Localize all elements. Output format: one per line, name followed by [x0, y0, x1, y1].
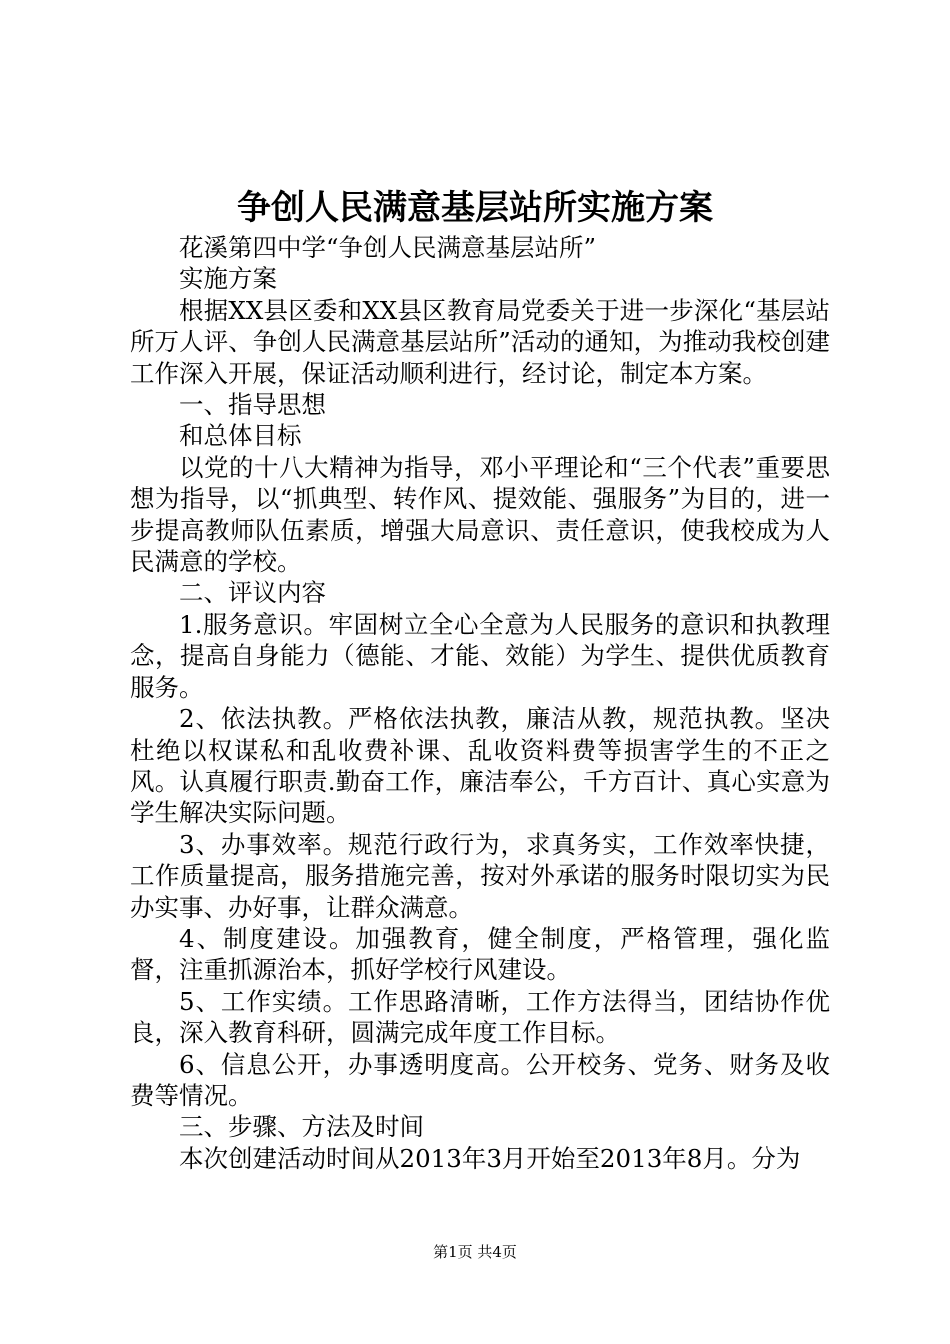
paragraph-intro: 根据XX县区委和XX县区教育局党委关于进一步深化“基层站所万人评、争创人民满意基层站所”活动的通知，为推动我校创建工作深入开展，保证活动顺利进行，经讨论，制定本方案。: [130, 295, 830, 388]
paragraph-item-5: 5、工作实绩。工作思路清晰，工作方法得当，团结协作优良，深入教育科研，圆满完成年度工作目标。: [130, 986, 830, 1048]
document-body: [130, 232, 830, 1174]
paragraph-timeline: 本次创建活动时间从2013年3月开始至2013年8月。分为: [179, 1143, 801, 1173]
section-heading-1: 一、指导思想: [179, 390, 326, 420]
paragraph-item-2: 2、依法执教。严格依法执教，廉洁从教，规范执教。坚决杜绝以权谋私和乱收费补课、乱收资料费等损害学生的不正之风。认真履行职责.勤奋工作，廉洁奉公，千方百计、真心实意为学生解决实际问题。: [130, 704, 830, 828]
section-heading-1-cont: 和总体目标: [179, 421, 302, 451]
page-footer: 第1页 共4页: [433, 1243, 517, 1261]
document-title: 争创人民满意基层站所实施方案: [237, 188, 713, 228]
paragraph-item-4: 4、制度建设。加强教育，健全制度，严格管理，强化监督，注重抓源治本，抓好学校行风建设。: [130, 923, 830, 985]
paragraph-item-3: 3、办事效率。规范行政行为，求真务实，工作效率快捷，工作质量提高，服务措施完善，按对外承诺的服务时限切实为民办实事、办好事，让群众满意。: [130, 829, 830, 922]
section-heading-2: 二、评议内容: [179, 578, 326, 608]
section-heading-3: 三、步骤、方法及时间: [179, 1112, 424, 1142]
paragraph-item-1: 1.服务意识。牢固树立全心全意为人民服务的意识和执教理念，提高自身能力（德能、才能、效能）为学生、提供优质教育服务。: [130, 609, 830, 702]
paragraph-school-heading: 花溪第四中学“争创人民满意基层站所”: [179, 233, 597, 262]
paragraph-item-6: 6、信息公开，办事透明度高。公开校务、党务、财务及收费等情况。: [130, 1049, 830, 1110]
paragraph-plan-label: 实施方案: [179, 264, 277, 294]
paragraph-guiding-thought: 以党的十八大精神为指导，邓小平理论和“三个代表”重要思想为指导，以“抓典型、转作风、提效能、强服务”为目的，进一步提高教师队伍素质，增强大局意识、责任意识，使我校成为人民满意的学校。: [130, 452, 830, 577]
